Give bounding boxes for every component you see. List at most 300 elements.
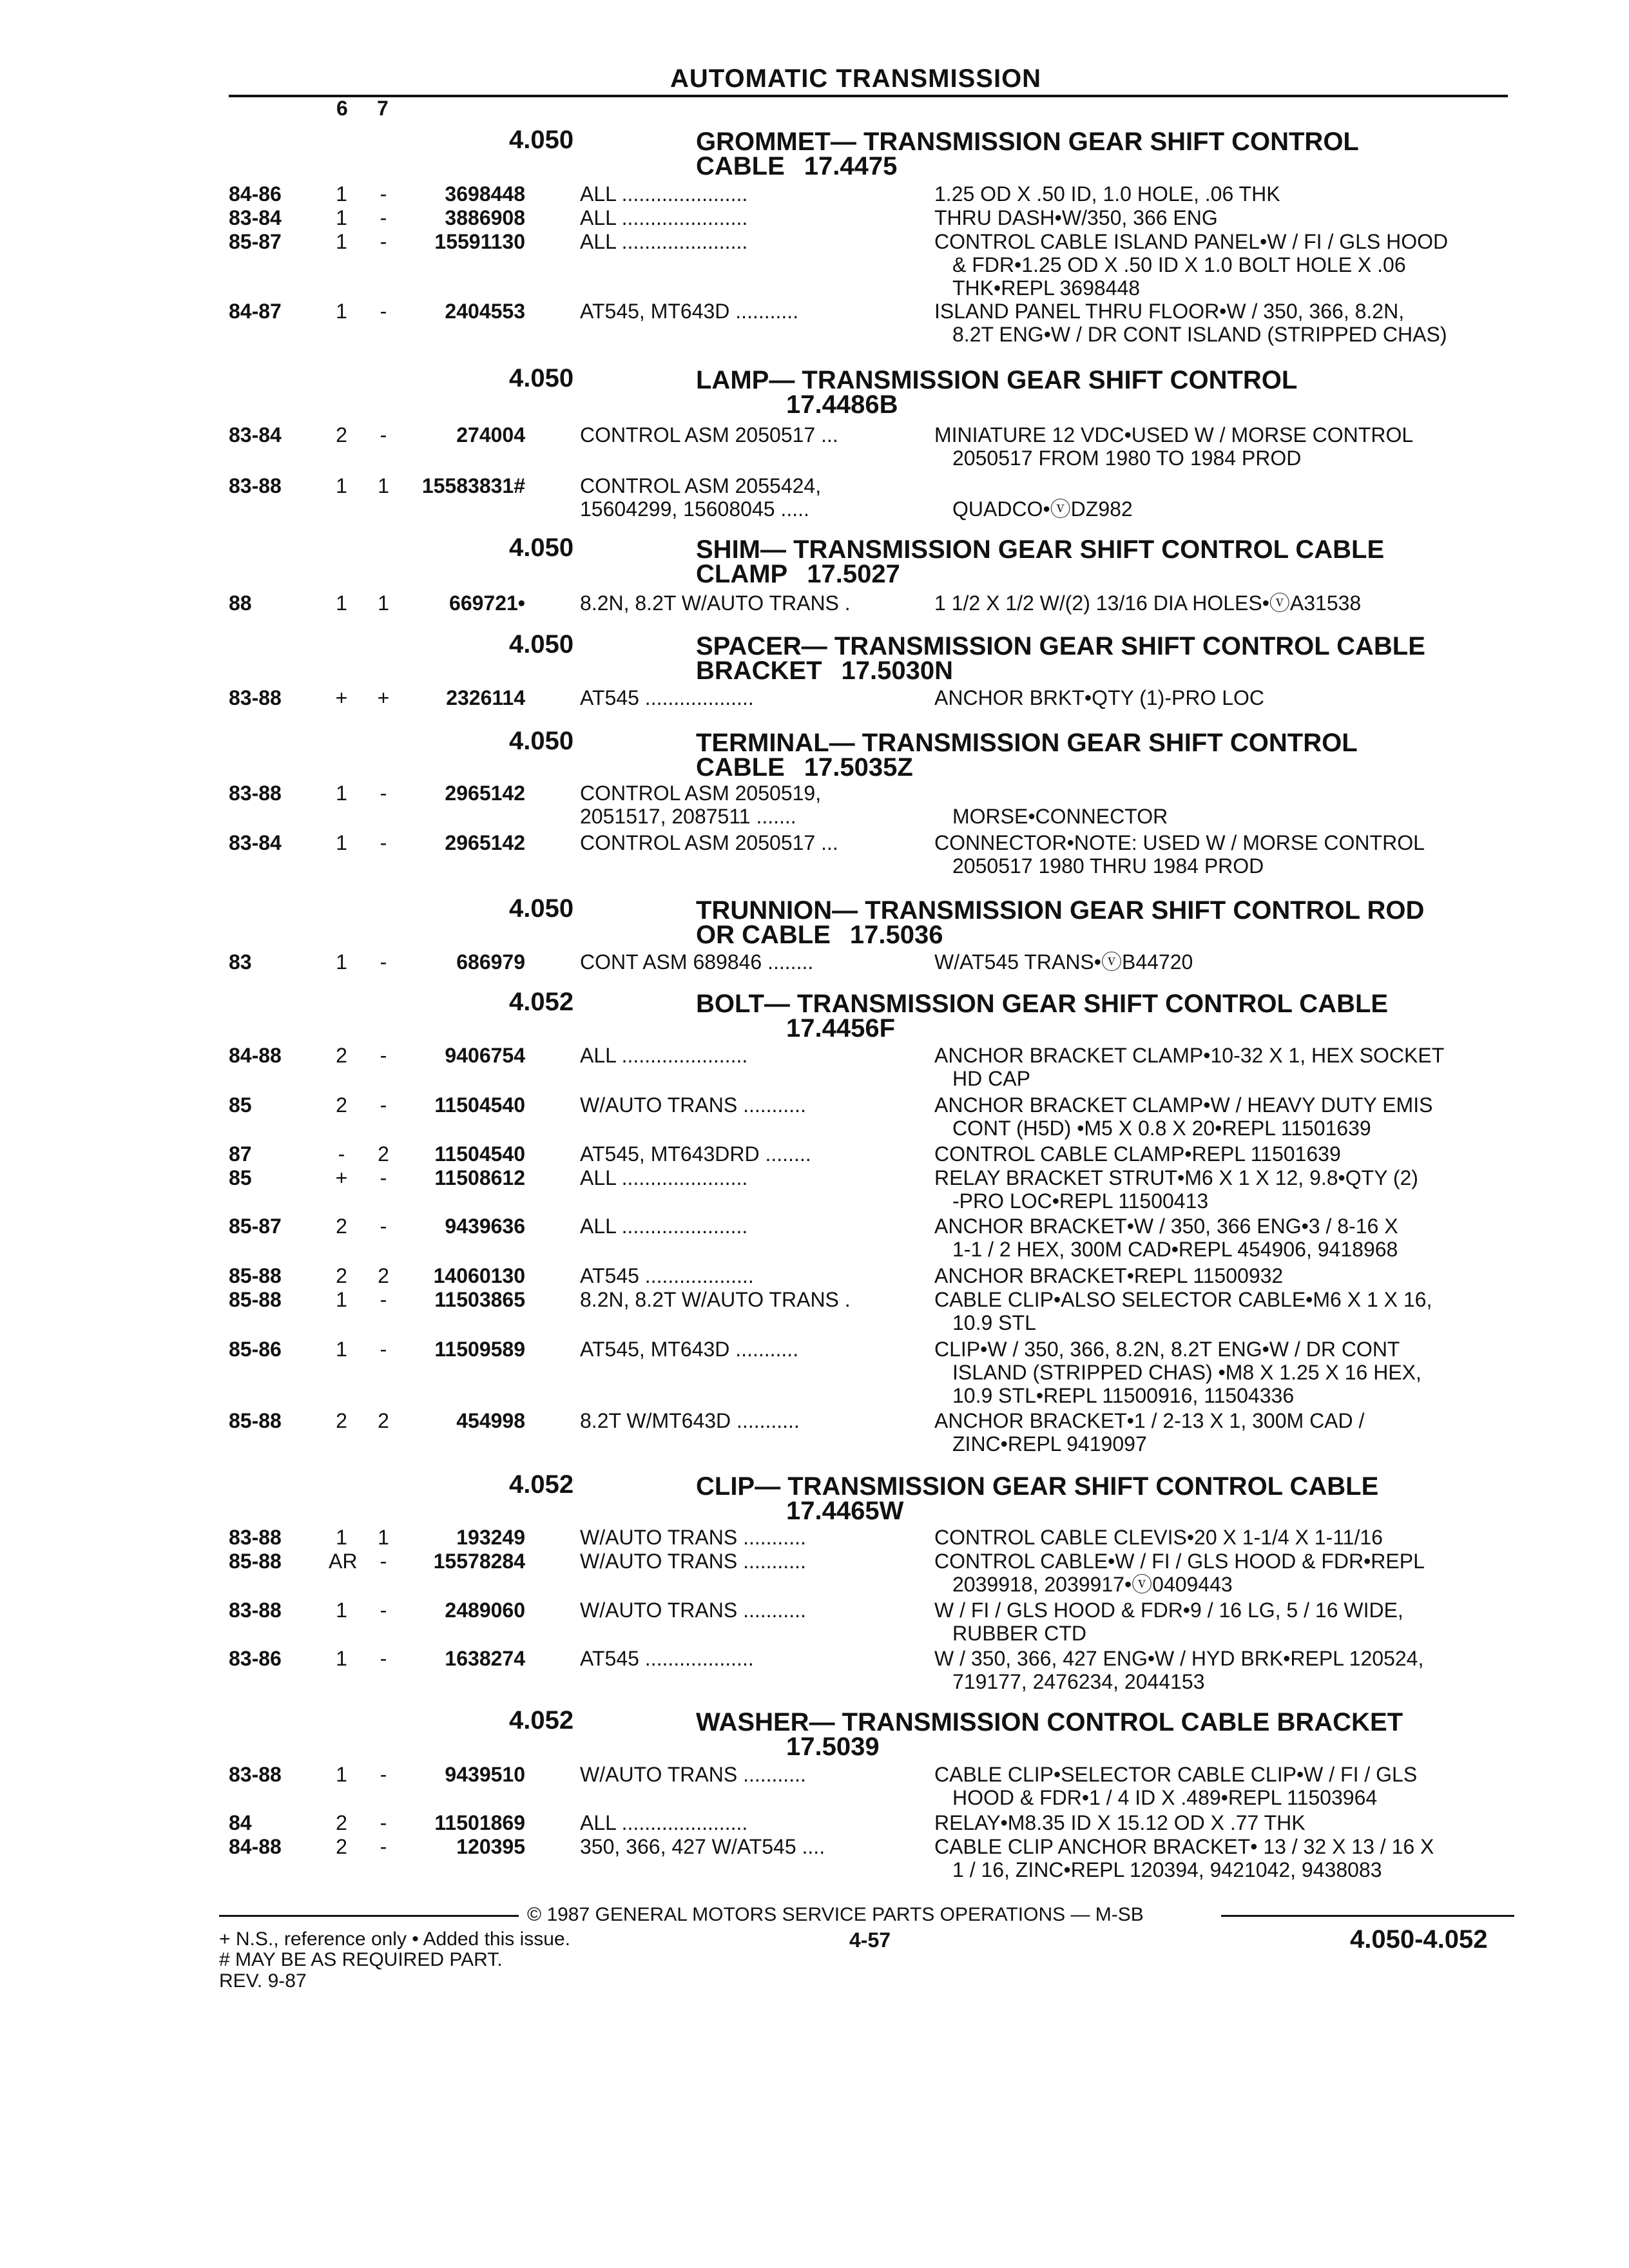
application: [580, 591, 851, 615]
qty-col-6: 1: [336, 1763, 347, 1786]
part-number: 11501869: [434, 1811, 525, 1834]
application-line: CONTROL ASM 2055424,: [580, 474, 822, 497]
description-line: HD CAP: [952, 1067, 1030, 1090]
description-line: CONTROL CABLE•W / FI / GLS HOOD & FDR•REPL: [934, 1550, 1425, 1573]
section-title-continuation: [696, 392, 1297, 417]
part-number: 11504540: [434, 1093, 525, 1117]
description-line: CABLE CLIP•SELECTOR CABLE CLIP•W / FI / GLS: [934, 1763, 1418, 1786]
section-code: 17.4475: [804, 152, 898, 180]
application: [580, 1599, 806, 1622]
qty-col-6: 1: [336, 1338, 347, 1361]
qty-col-6: 1: [336, 782, 347, 805]
application-line: AT545 ...................: [580, 1264, 754, 1287]
qty-col-7: -: [380, 230, 387, 253]
model-years: 85-86: [229, 1338, 282, 1361]
model-years: 85-88: [229, 1409, 282, 1432]
description-line: ANCHOR BRACKET•REPL 11500932: [934, 1264, 1284, 1287]
description-line: ZINC•REPL 9419097: [952, 1432, 1147, 1456]
application: [580, 1647, 754, 1670]
description-line: CONNECTOR•NOTE: USED W / MORSE CONTROL: [934, 831, 1425, 854]
part-number: 274004: [456, 423, 525, 447]
qty-col-7: -: [380, 782, 387, 805]
description: [934, 831, 1425, 878]
model-years: 83-88: [229, 782, 282, 805]
section-number: 4.050: [509, 364, 574, 392]
model-years: 83-88: [229, 686, 282, 709]
copyright-notice: © 1987 GENERAL MOTORS SERVICE PARTS OPERATIONS — M-SB: [527, 1904, 1144, 1925]
application-line: 8.2N, 8.2T W/AUTO TRANS .: [580, 1288, 851, 1311]
description-line: CONTROL CABLE CLEVIS•20 X 1-1/4 X 1-11/16: [934, 1526, 1383, 1549]
description-line: ISLAND (STRIPPED CHAS) •M8 X 1.25 X 16 HEX,: [952, 1361, 1422, 1384]
application-line: 2051517, 2087511 .......: [580, 805, 796, 828]
section-title-line: WASHER— TRANSMISSION CONTROL CABLE BRACKET: [696, 1708, 1403, 1736]
application-line: W/AUTO TRANS ...........: [580, 1093, 806, 1117]
section-title-continuation: [696, 923, 1424, 947]
description-line: ANCHOR BRACKET•W / 350, 366 ENG•3 / 8-16 X: [934, 1215, 1398, 1238]
qty-col-6: 1: [336, 591, 347, 615]
description-line: RELAY•M8.35 ID X 15.12 OD X .77 THK: [934, 1811, 1306, 1834]
application-line: ALL ......................: [580, 1215, 748, 1238]
model-years: 83-86: [229, 1647, 282, 1670]
part-number: 686979: [456, 950, 525, 974]
description-line: 1-1 / 2 HEX, 300M CAD•REPL 454906, 9418968: [952, 1238, 1398, 1261]
model-years: 83-88: [229, 474, 282, 497]
qty-col-7: -: [380, 1647, 387, 1670]
description-line: RELAY BRACKET STRUT•M6 X 1 X 12, 9.8•QTY (2): [934, 1166, 1418, 1189]
column-head-6: 6: [336, 97, 348, 120]
footnote-as-required: # MAY BE AS REQUIRED PART.: [219, 1949, 503, 1970]
section-code: 17.4456F: [786, 1014, 896, 1043]
qty-col-7: -: [380, 1763, 387, 1786]
section-title-line: SPACER— TRANSMISSION GEAR SHIFT CONTROL CABLE: [696, 632, 1425, 660]
section-code: 17.5036: [849, 921, 943, 949]
application-line: ALL ......................: [580, 206, 748, 229]
qty-col-7: -: [380, 1599, 387, 1622]
qty-col-6: 2: [336, 1409, 347, 1432]
section-code: 17.5035Z: [804, 753, 913, 782]
description: [934, 950, 1193, 974]
description-line: CONT (H5D) •M5 X 0.8 X 20•REPL 11501639: [952, 1117, 1371, 1140]
qty-col-6: 1: [336, 182, 347, 206]
part-number: 2404553: [445, 300, 525, 323]
application-line: CONTROL ASM 2050517 ...: [580, 831, 838, 854]
description: [934, 182, 1280, 206]
section-title-continuation: [696, 562, 1384, 586]
description-line: W/AT545 TRANS•ⓥB44720: [934, 950, 1193, 974]
description-line: ANCHOR BRKT•QTY (1)-PRO LOC: [934, 686, 1264, 709]
application-line: ALL ......................: [580, 1811, 748, 1834]
description: [934, 591, 1361, 615]
model-years: 84-86: [229, 182, 282, 206]
description: [934, 782, 1168, 828]
application: [580, 1044, 747, 1067]
description-line: ANCHOR BRACKET CLAMP•10-32 X 1, HEX SOCKET: [934, 1044, 1445, 1067]
description-line: 1.25 OD X .50 ID, 1.0 HOLE, .06 THK: [934, 182, 1280, 206]
application: [580, 1763, 806, 1786]
qty-col-6: +: [335, 686, 348, 709]
description-line: W / FI / GLS HOOD & FDR•9 / 16 LG, 5 / 16 WIDE,: [934, 1599, 1403, 1622]
qty-col-7: 2: [378, 1264, 389, 1287]
description-line: ANCHOR BRACKET•1 / 2-13 X 1, 300M CAD /: [934, 1409, 1365, 1432]
qty-col-6: 1: [336, 1526, 347, 1549]
section-title-continuation: [696, 1735, 1403, 1759]
application: [580, 1215, 747, 1238]
description-line: ISLAND PANEL THRU FLOOR•W / 350, 366, 8.2N,: [934, 300, 1405, 323]
section-title: [696, 898, 1424, 947]
qty-col-7: 2: [378, 1142, 389, 1166]
qty-col-7: -: [380, 300, 387, 323]
part-number: 454998: [456, 1409, 525, 1432]
header-rule: [229, 95, 1508, 97]
description: [934, 1093, 1432, 1140]
application: [580, 474, 821, 521]
description-line: ANCHOR BRACKET CLAMP•W / HEAVY DUTY EMIS: [934, 1093, 1433, 1117]
qty-col-6: 2: [336, 1044, 347, 1067]
model-years: 88: [229, 591, 252, 615]
qty-col-6: 2: [336, 1811, 347, 1834]
description-line: CLIP•W / 350, 366, 8.2N, 8.2T ENG•W / DR CONT: [934, 1338, 1400, 1361]
model-years: 85-87: [229, 1215, 282, 1238]
description: [934, 1550, 1425, 1596]
description: [934, 1264, 1283, 1287]
description: [934, 1599, 1403, 1645]
application: [580, 300, 798, 323]
qty-col-7: 1: [378, 1526, 389, 1549]
section-title-line: TERMINAL— TRANSMISSION GEAR SHIFT CONTROL: [696, 729, 1358, 757]
application-line: ALL ......................: [580, 1166, 748, 1189]
description-line: 1 / 16, ZINC•REPL 120394, 9421042, 9438083: [952, 1858, 1382, 1881]
qty-col-6: 2: [336, 1093, 347, 1117]
application: [580, 423, 838, 447]
application-line: 350, 366, 427 W/AT545 ....: [580, 1835, 825, 1858]
section-number: 4.052: [509, 1470, 574, 1499]
footer-rule-left: [219, 1915, 519, 1917]
application-line: 8.2N, 8.2T W/AUTO TRANS .: [580, 591, 851, 615]
description-line: HOOD & FDR•1 / 4 ID X .489•REPL 11503964: [952, 1786, 1378, 1809]
part-number: 3886908: [445, 206, 525, 229]
qty-col-7: -: [380, 1166, 387, 1189]
description-line: -PRO LOC•REPL 11500413: [952, 1189, 1209, 1213]
footer-rule-right: [1221, 1915, 1514, 1917]
application-line: W/AUTO TRANS ...........: [580, 1526, 806, 1549]
description-line: RUBBER CTD: [952, 1622, 1087, 1645]
qty-col-7: -: [380, 206, 387, 229]
qty-col-7: -: [380, 1288, 387, 1311]
application: [580, 1811, 747, 1834]
part-number: 120395: [456, 1835, 525, 1858]
section-range: 4.050-4.052: [1350, 1925, 1488, 1954]
qty-col-6: 1: [336, 230, 347, 253]
application: [580, 206, 747, 229]
qty-col-6: 2: [336, 1264, 347, 1287]
description-line: THK•REPL 3698448: [952, 276, 1141, 300]
description-line: THRU DASH•W/350, 366 ENG: [934, 206, 1218, 229]
application: [580, 1093, 806, 1117]
section-code: 17.5030N: [841, 657, 954, 685]
description: [934, 474, 1133, 521]
description-line: CONTROL CABLE CLAMP•REPL 11501639: [934, 1142, 1341, 1166]
description-line: CONTROL CABLE ISLAND PANEL•W / FI / GLS HOOD: [934, 230, 1449, 253]
application: [580, 686, 754, 709]
model-years: 83-84: [229, 423, 282, 447]
part-number: 11504540: [434, 1142, 525, 1166]
qty-col-7: 2: [378, 1409, 389, 1432]
application-line: W/AUTO TRANS ...........: [580, 1763, 806, 1786]
description-line: 8.2T ENG•W / DR CONT ISLAND (STRIPPED CHAS): [952, 323, 1447, 346]
qty-col-7: -: [380, 1044, 387, 1067]
model-years: 87: [229, 1142, 252, 1166]
application: [580, 1166, 747, 1189]
page-title: AUTOMATIC TRANSMISSION: [670, 64, 1042, 93]
description: [934, 1811, 1306, 1834]
application-line: CONTROL ASM 2050519,: [580, 782, 822, 805]
description: [934, 1142, 1341, 1166]
description: [934, 230, 1448, 300]
model-years: 83: [229, 950, 252, 974]
application: [580, 1338, 798, 1361]
application: [580, 1142, 811, 1166]
description-line: MINIATURE 12 VDC•USED W / MORSE CONTROL: [934, 423, 1414, 447]
description-line: [934, 474, 1133, 497]
qty-col-7: -: [380, 1338, 387, 1361]
qty-col-7: -: [380, 1215, 387, 1238]
description-line: W / 350, 366, 427 ENG•W / HYD BRK•REPL 120524,: [934, 1647, 1424, 1670]
section-title-line2: OR CABLE: [696, 921, 831, 949]
model-years: 84: [229, 1811, 252, 1834]
qty-col-6: 1: [336, 206, 347, 229]
qty-col-7: -: [380, 1811, 387, 1834]
application: [580, 1264, 754, 1287]
description: [934, 1835, 1434, 1881]
application: [580, 230, 747, 253]
section-number: 4.050: [509, 126, 574, 154]
section-title-line2: CLAMP: [696, 560, 788, 588]
part-number: 14060130: [433, 1264, 525, 1287]
section-title: [696, 1474, 1378, 1523]
section-title-continuation: [696, 1016, 1388, 1041]
model-years: 83-88: [229, 1526, 282, 1549]
description: [934, 1044, 1444, 1090]
part-number: 3698448: [445, 182, 525, 206]
qty-col-7: 1: [378, 474, 389, 497]
part-number: 15591130: [434, 230, 525, 253]
page-number: 4-57: [849, 1928, 891, 1952]
description: [934, 300, 1447, 346]
section-title: [696, 537, 1384, 586]
section-code: 17.5027: [807, 560, 900, 588]
section-code: 17.4465W: [786, 1497, 904, 1525]
model-years: 84-88: [229, 1044, 282, 1067]
description: [934, 423, 1413, 470]
part-number: 9439636: [445, 1215, 525, 1238]
qty-col-7: -: [380, 423, 387, 447]
description-line: MORSE•CONNECTOR: [952, 805, 1168, 828]
description-line: & FDR•1.25 OD X .50 ID X 1.0 BOLT HOLE X .06: [952, 253, 1406, 276]
qty-col-7: -: [380, 1835, 387, 1858]
application: [580, 1409, 800, 1432]
section-code: 17.5039: [786, 1733, 880, 1761]
description: [934, 1215, 1398, 1261]
application: [580, 1550, 806, 1573]
application-line: AT545, MT643D ...........: [580, 1338, 799, 1361]
part-number: 2326114: [446, 686, 525, 709]
section-number: 4.050: [509, 894, 574, 923]
qty-col-7: -: [380, 182, 387, 206]
section-title-line: BOLT— TRANSMISSION GEAR SHIFT CONTROL CABLE: [696, 990, 1389, 1018]
qty-col-7: -: [380, 950, 387, 974]
section-title-continuation: [696, 658, 1425, 683]
section-title-line: TRUNNION— TRANSMISSION GEAR SHIFT CONTROL ROD: [696, 896, 1425, 925]
description: [934, 1409, 1364, 1456]
application: [580, 782, 821, 828]
qty-col-6: AR: [329, 1550, 358, 1573]
description-line: CABLE CLIP ANCHOR BRACKET• 13 / 32 X 13 / 16 X: [934, 1835, 1434, 1858]
qty-col-6: 1: [336, 1288, 347, 1311]
section-title-continuation: [696, 755, 1358, 780]
application-line: AT545 ...................: [580, 686, 754, 709]
application-line: ALL ......................: [580, 1044, 748, 1067]
section-title: [696, 634, 1425, 683]
application-line: 8.2T W/MT643D ...........: [580, 1409, 800, 1432]
description: [934, 1338, 1422, 1407]
description-line: 10.9 STL•REPL 11500916, 11504336: [952, 1384, 1295, 1407]
application-line: CONT ASM 689846 ........: [580, 950, 814, 974]
section-number: 4.052: [509, 988, 574, 1016]
section-title-continuation: [696, 1499, 1378, 1523]
section-title-line: GROMMET— TRANSMISSION GEAR SHIFT CONTROL: [696, 128, 1359, 156]
description: [934, 1763, 1417, 1809]
qty-col-7: 1: [378, 591, 389, 615]
qty-col-6: -: [338, 1142, 345, 1166]
part-number: 15583831#: [421, 474, 525, 497]
qty-col-6: 2: [336, 1835, 347, 1858]
part-number: 2965142: [445, 782, 525, 805]
description-line: 2039918, 2039917•ⓥ0409443: [952, 1573, 1233, 1596]
section-number: 4.050: [509, 727, 574, 755]
model-years: 85-88: [229, 1288, 282, 1311]
application-line: AT545, MT643D ...........: [580, 300, 799, 323]
application: [580, 950, 813, 974]
section-title-line: LAMP— TRANSMISSION GEAR SHIFT CONTROL: [696, 366, 1298, 394]
section-title-line2: BRACKET: [696, 657, 822, 685]
description-line: [934, 782, 1168, 805]
model-years: 85-88: [229, 1550, 282, 1573]
description: [934, 1288, 1432, 1334]
qty-col-6: 1: [336, 1647, 347, 1670]
description-line: 2050517 FROM 1980 TO 1984 PROD: [952, 447, 1302, 470]
footnote-ns: + N.S., reference only • Added this issue.: [219, 1928, 570, 1950]
model-years: 85: [229, 1093, 252, 1117]
application: [580, 1526, 806, 1549]
description-line: 10.9 STL: [952, 1311, 1036, 1334]
section-title-line: CLIP— TRANSMISSION GEAR SHIFT CONTROL CABLE: [696, 1472, 1379, 1501]
part-number: 9406754: [445, 1044, 525, 1067]
section-title: [696, 368, 1297, 417]
part-number: 9439510: [445, 1763, 525, 1786]
description: [934, 1526, 1383, 1549]
part-number: 11509589: [434, 1338, 525, 1361]
description-line: QUADCO•ⓥDZ982: [952, 497, 1133, 521]
application: [580, 831, 838, 854]
qty-col-6: 1: [336, 1599, 347, 1622]
application-line: AT545 ...................: [580, 1647, 754, 1670]
qty-col-7: -: [380, 1550, 387, 1573]
application: [580, 1288, 851, 1311]
section-title-line2: CABLE: [696, 753, 785, 782]
section-title: [696, 992, 1388, 1041]
section-title: [696, 731, 1358, 780]
section-number: 4.050: [509, 533, 574, 562]
section-title-continuation: [696, 154, 1359, 178]
section-code: 17.4486B: [786, 390, 898, 419]
model-years: 85: [229, 1166, 252, 1189]
application: [580, 182, 747, 206]
part-number: 669721•: [449, 591, 525, 615]
model-years: 83-88: [229, 1599, 282, 1622]
part-number: 2965142: [445, 831, 525, 854]
application-line: W/AUTO TRANS ...........: [580, 1599, 806, 1622]
model-years: 83-84: [229, 831, 282, 854]
model-years: 84-88: [229, 1835, 282, 1858]
description: [934, 206, 1218, 229]
application-line: CONTROL ASM 2050517 ...: [580, 423, 838, 447]
description: [934, 1166, 1418, 1213]
qty-col-6: 1: [336, 950, 347, 974]
section-title: [696, 1710, 1403, 1759]
section-number: 4.050: [509, 630, 574, 658]
model-years: 83-88: [229, 1763, 282, 1786]
section-title-line: SHIM— TRANSMISSION GEAR SHIFT CONTROL CABLE: [696, 535, 1385, 564]
model-years: 85-87: [229, 230, 282, 253]
application-line: 15604299, 15608045 .....: [580, 497, 809, 521]
description-line: CABLE CLIP•ALSO SELECTOR CABLE•M6 X 1 X 16,: [934, 1288, 1432, 1311]
part-number: 11508612: [434, 1166, 525, 1189]
part-number: 193249: [456, 1526, 525, 1549]
qty-col-6: +: [335, 1166, 348, 1189]
description-line: 719177, 2476234, 2044153: [952, 1670, 1205, 1693]
section-title-line2: CABLE: [696, 152, 785, 180]
description: [934, 1647, 1423, 1693]
part-number: 11503865: [434, 1288, 525, 1311]
application-line: W/AUTO TRANS ...........: [580, 1550, 806, 1573]
revision-note: REV. 9-87: [219, 1970, 307, 1992]
part-number: 15578284: [433, 1550, 525, 1573]
qty-col-7: -: [380, 1093, 387, 1117]
qty-col-6: 1: [336, 300, 347, 323]
description-line: 1 1/2 X 1/2 W/(2) 13/16 DIA HOLES•ⓥA31538: [934, 591, 1362, 615]
qty-col-6: 1: [336, 831, 347, 854]
model-years: 83-84: [229, 206, 282, 229]
application-line: ALL ......................: [580, 230, 748, 253]
application-line: AT545, MT643DRD ........: [580, 1142, 811, 1166]
model-years: 84-87: [229, 300, 282, 323]
part-number: 1638274: [445, 1647, 525, 1670]
qty-col-6: 2: [336, 423, 347, 447]
application-line: ALL ......................: [580, 182, 748, 206]
qty-col-6: 2: [336, 1215, 347, 1238]
description-line: 2050517 1980 THRU 1984 PROD: [952, 854, 1264, 878]
section-title: [696, 130, 1359, 178]
application: [580, 1835, 825, 1858]
model-years: 85-88: [229, 1264, 282, 1287]
qty-col-7: +: [377, 686, 390, 709]
qty-col-7: -: [380, 831, 387, 854]
section-number: 4.052: [509, 1706, 574, 1735]
column-head-7: 7: [377, 97, 389, 120]
qty-col-6: 1: [336, 474, 347, 497]
description: [934, 686, 1264, 709]
part-number: 2489060: [445, 1599, 525, 1622]
